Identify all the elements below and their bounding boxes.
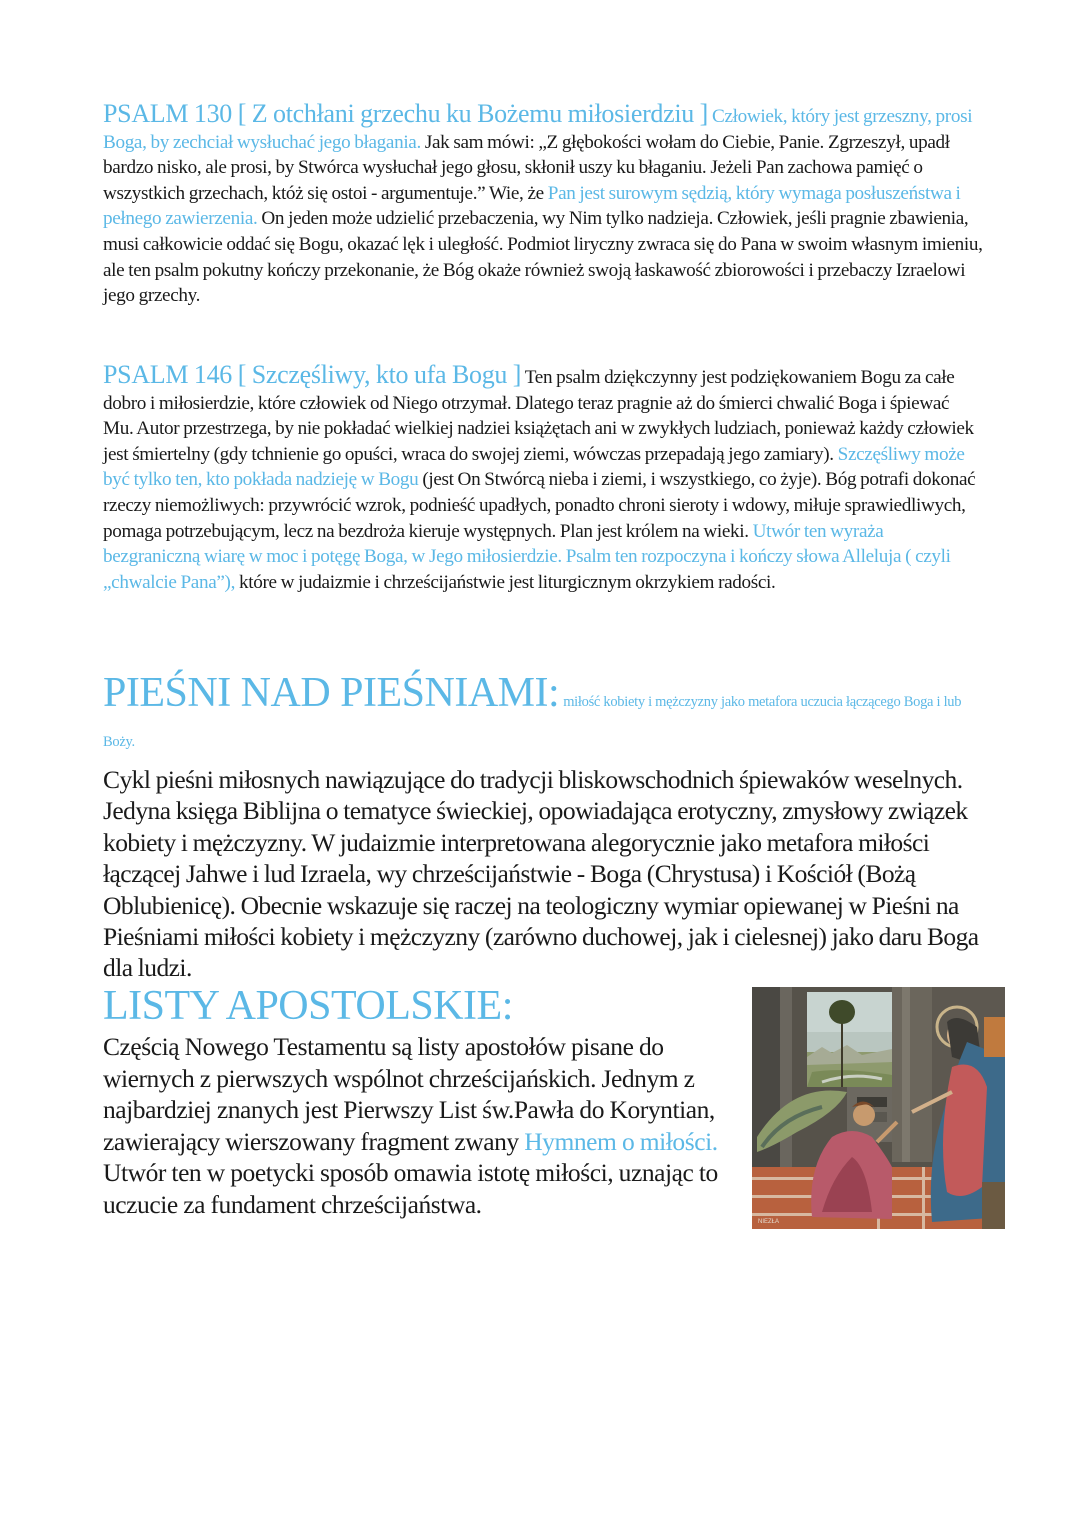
psalm-146-highlight-1: Szczęśliwy może być tylko ten, kto pokłada nadzieję w Bogu: [103, 443, 965, 491]
apostolic-letters-text: Częścią Nowego Testamentu są listy apostołów pisane do wiernych z pierwszych wspólnot chrześcijańskich. Jednym z najbardziej znanych jest Pierwszy List św.Pawła do Koryntian, zawierający wierszowany fragment zwany: [103, 1032, 715, 1156]
psalm-146-title: PSALM 146 [ Szczęśliwy, kto ufa Bogu ]: [103, 360, 522, 389]
psalm-146-text-cont: (jest On Stwórcą nieba i ziemi, i wszystkiego, co żyje). Bóg potrafi dokonać rzeczy niemożliwych: przywrócić wzrok, podnieść upadłych, ponadto chroni sieroty i wdowy, miłuje sprawiedliwych, pomaga potrzebującym, lecz na bezdroża kieruje występnych. Plan jest królem na wieki.: [103, 469, 976, 542]
song-of-songs-body: Cykl pieśni miłosnych nawiązujące do tradycji bliskowschodnich śpiewaków weselnych. Jedyna księga Biblijna o tematyce świeckiej, opowiadająca erotyczny, zmysłowy związek kobiety i mężczyzny. W judaizmie interpretowana alegorycznie jako metafora miłości łączącej Jahwe i lud Izraela, wy chrześcijaństwie - Boga (Chrystusa) i Kościół (Bożą Oblubienicę). Obecnie wskazuje się raczej na teologiczny wymiar opiewanej w Pieśni na Pieśniami miłości kobiety i mężczyzny (zarówno duchowej, jak i cielesnej) jako daru Boga dla ludzi.: [103, 765, 979, 983]
song-of-songs-heading: PIEŚNI NAD PIEŚNIAMI:: [103, 670, 560, 716]
psalm-130-title: PSALM 130 [ Z otchłani grzechu ku Bożemu miłosierdziu ]: [103, 99, 709, 128]
apostolic-letters-body: [103, 1031, 743, 1220]
psalm-130-highlight: Pan jest surowym sędzią, który wymaga posłuszeństwa i pełnego zawierzenia.: [103, 182, 961, 230]
apostolic-letters-section: [103, 984, 743, 1220]
annunciation-painting: [752, 987, 1005, 1229]
song-of-songs-section: [103, 671, 983, 984]
psalm-146-section: [103, 362, 983, 595]
psalm-146-text-end: które w judaizmie i chrześcijaństwie jest liturgicznym okrzykiem radości.: [239, 571, 776, 593]
song-of-songs-subtitle: miłość kobiety i mężczyzny jako metafora uczucia łączącego Boga i lub Boży.: [103, 694, 962, 750]
apostolic-letters-heading: LISTY APOSTOLSKIE:: [103, 983, 513, 1029]
apostolic-letters-text-cont: Utwór ten w poetycki sposób omawia istotę miłości, uznając to uczucie za fundament chrześcijaństwa.: [103, 1158, 718, 1219]
psalm-130-section: [103, 101, 983, 309]
song-of-songs-heading-line: [103, 671, 983, 762]
psalm-146-text: Ten psalm dziękczynny jest podziękowaniem Bogu za całe dobro i miłosierdzie, które człowiek od Niego otrzymał. Dlatego teraz pragnie aż do śmierci chwalić Boga i śpiewać Mu. Autor przestrzega, by nie pokładać wielkiej nadziei książętach ani w zwykłych ludziach, ponieważ każdy człowiek jest śmiertelny (gdy tchnienie go opuści, wraca do swojej ziemi, wówczas przepadają jego zamiary).: [103, 367, 974, 465]
psalm-130-intro: Człowiek, który jest grzeszny, prosi Boga, by zechciał wysłuchać jego błagania.: [103, 106, 973, 153]
psalm-146-highlight-2: Utwór ten wyraża bezgraniczną wiarę w moc i potęgę Boga, w Jego miłosierdzie. Psalm ten rozpoczyna i kończy słowa Alleluja ( czyli „chwalcie Pana”),: [103, 520, 951, 593]
psalm-130-text: Jak sam mówi: „Z głębokości wołam do Ciebie, Panie. Zgrzeszył, upadł bardzo nisko, ale prosi, by Stwórca wysłuchał jego głosu, skłonił uszy ku błaganiu. Jeżeli Pan zachowa pamięć o wszystkich grzechach, któż się ostoi - argumentuje.” Wie, że: [103, 131, 950, 204]
psalm-130-text-cont: On jeden może udzielić przebaczenia, wy Nim tylko nadzieja. Człowiek, jeśli pragnie zbawienia, musi całkowicie oddać się Bogu, okazać lęk i uległość. Podmiot liryczny zwraca się do Pana w swoim własnym imieniu, ale ten psalm pokutny kończy przekonanie, że Bóg okaże również swoją łaskawość zbiorowości i przebaczy Izraelowi jego grzechy.: [103, 208, 983, 307]
svg-text:NIEZŁA: NIEZŁA: [758, 1219, 780, 1225]
hymn-of-love-highlight: Hymnem o miłości.: [524, 1126, 718, 1156]
